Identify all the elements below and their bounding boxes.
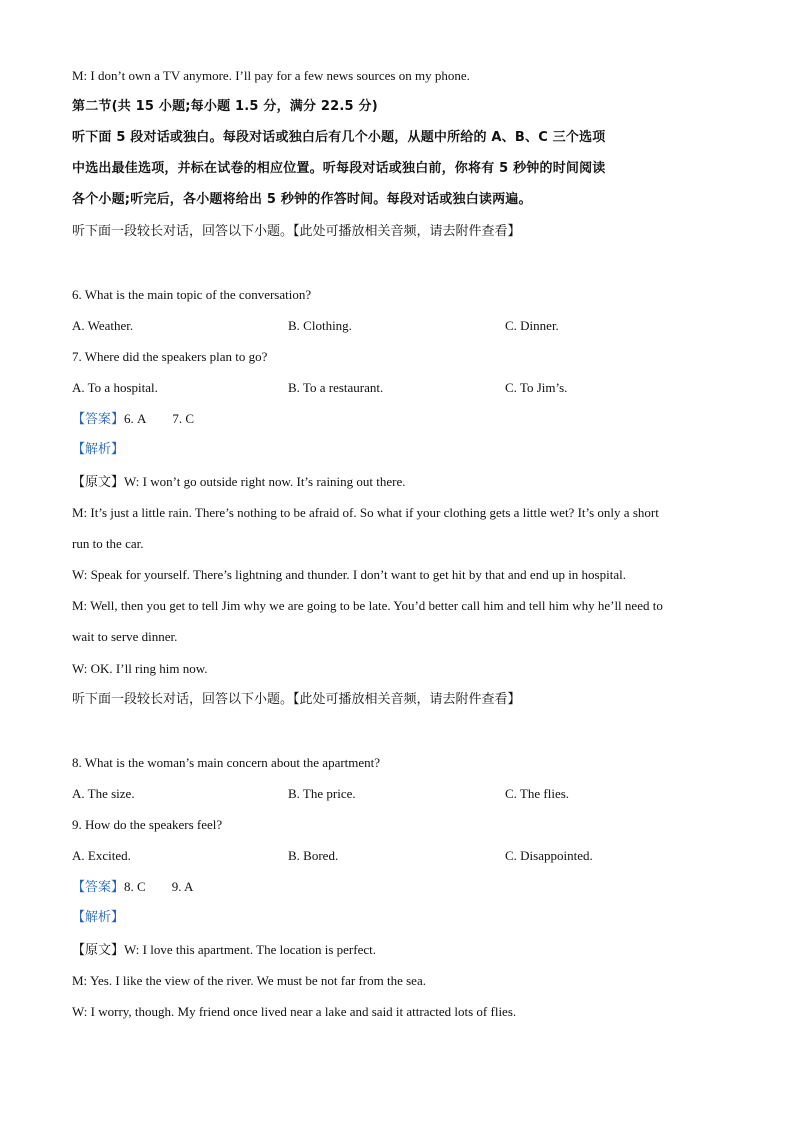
q7-option-a: A. To a hospital. [72, 380, 158, 395]
question-7: 7. Where did the speakers plan to go? [72, 349, 268, 364]
original-tag: 【原文】 [72, 475, 125, 490]
transcript-1-line-1 [72, 472, 406, 493]
q8-option-c: C. The flies. [505, 786, 570, 801]
answer-6: 6. A [124, 411, 147, 426]
instruction-line-1: 听下面 5 段对话或独白。每段对话或独白后有几个小题，从题中所给的 A、B、C 三个选项 [72, 130, 606, 145]
transcript-2-line-3: W: I worry, though. My friend once lived near a lake and said it attracted lots of flies. [72, 1004, 517, 1019]
answer-line-2 [72, 877, 193, 898]
answer-7: 7. C [172, 411, 195, 426]
question-6: 6. What is the main topic of the conversation? [72, 287, 312, 302]
original-tag: 【原文】 [72, 943, 125, 958]
analysis-tag-1: 【解析】 [72, 442, 125, 457]
intro-line: M: I don’t own a TV anymore. I’ll pay for a few news sources on my phone. [72, 68, 470, 83]
answer-tag: 【答案】 [72, 412, 125, 427]
q6-option-b: B. Clothing. [288, 318, 352, 333]
q6-option-c: C. Dinner. [505, 318, 559, 333]
analysis-tag-2: 【解析】 [72, 910, 125, 925]
q8-option-b: B. The price. [288, 786, 356, 801]
q9-option-a: A. Excited. [72, 848, 131, 863]
answer-9: 9. A [171, 879, 194, 894]
answer-tag: 【答案】 [72, 880, 125, 895]
q6-option-a: A. Weather. [72, 318, 134, 333]
transcript-text: W: I won’t go outside right now. It’s raining out there. [124, 474, 406, 489]
q7-option-c: C. To Jim’s. [505, 380, 568, 395]
q9-option-c: C. Disappointed. [505, 848, 593, 863]
transcript-1-line-7: W: OK. I’ll ring him now. [72, 661, 208, 676]
listen-instruction-2: 听下面一段较长对话，回答以下小题。【此处可播放相关音频，请去附件查看】 [72, 692, 521, 707]
answer-8: 8. C [124, 879, 146, 894]
transcript-1-line-6: wait to serve dinner. [72, 629, 178, 644]
transcript-1-line-3: run to the car. [72, 536, 144, 551]
transcript-1-line-5: M: Well, then you get to tell Jim why we are going to be late. You’d better call him and tell him why he’ll need to [72, 598, 663, 613]
instruction-line-2: 中选出最佳选项，并标在试卷的相应位置。听每段对话或独白前，你将有 5 秒钟的时间阅读 [72, 161, 606, 176]
section-heading: 第二节(共 15 小题;每小题 1.5 分，满分 22.5 分) [72, 99, 378, 114]
q7-option-b: B. To a restaurant. [288, 380, 384, 395]
question-8: 8. What is the woman’s main concern about the apartment? [72, 755, 381, 770]
transcript-1-line-4: W: Speak for yourself. There’s lightning and thunder. I don’t want to get hit by that and end up in hospital. [72, 567, 626, 582]
answer-line-1 [72, 409, 194, 430]
listen-instruction-1: 听下面一段较长对话，回答以下小题。【此处可播放相关音频，请去附件查看】 [72, 224, 521, 239]
transcript-2-line-1 [72, 940, 376, 961]
transcript-text: W: I love this apartment. The location is perfect. [124, 942, 376, 957]
question-9: 9. How do the speakers feel? [72, 817, 223, 832]
transcript-2-line-2: M: Yes. I like the view of the river. We must be not far from the sea. [72, 973, 426, 988]
instruction-line-3: 各个小题;听完后，各小题将给出 5 秒钟的作答时间。每段对话或独白读两遍。 [72, 192, 532, 207]
q8-option-a: A. The size. [72, 786, 135, 801]
transcript-1-line-2: M: It’s just a little rain. There’s nothing to be afraid of. So what if your clothing gets a little wet? It’s only a short [72, 505, 659, 520]
q9-option-b: B. Bored. [288, 848, 339, 863]
